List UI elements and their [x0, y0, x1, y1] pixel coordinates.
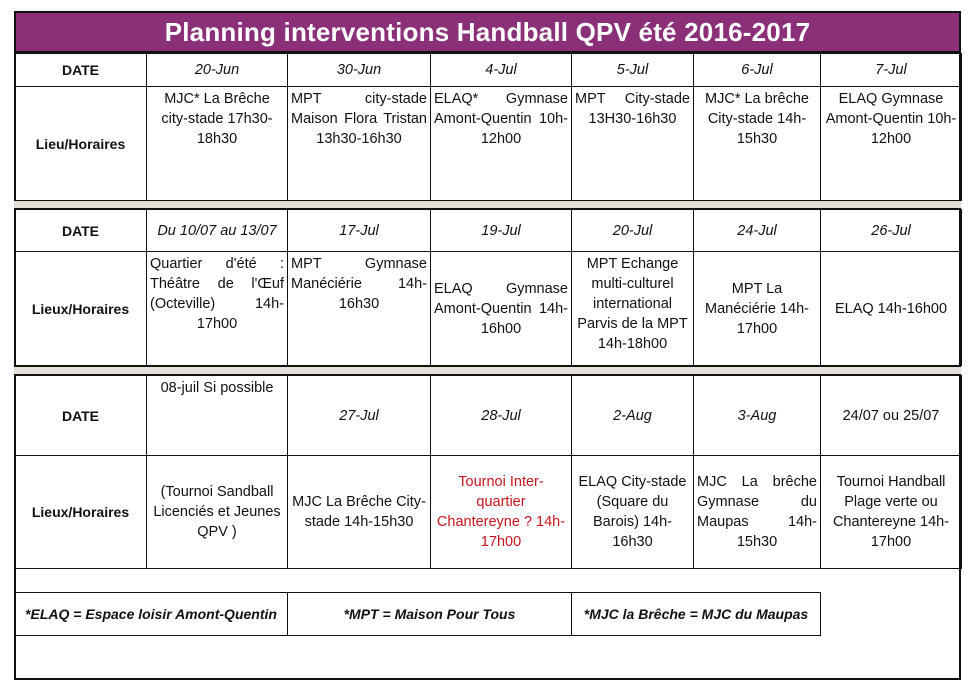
date-cell: 2-Aug: [572, 376, 694, 456]
date-cell: 17-Jul: [288, 210, 431, 252]
legend-mjc: *MJC la Brêche = MJC du Maupas: [572, 593, 821, 636]
block-separator: [14, 200, 961, 209]
legend-mpt: *MPT = Maison Pour Tous: [288, 593, 572, 636]
place-label: Lieux/Horaires: [15, 252, 147, 366]
schedule-entry: MJC* La Brêche city-stade 17h30-18h30: [147, 87, 288, 201]
schedule-block-2: [14, 209, 962, 366]
schedule-entry: MPT Echange multi-culturel international Parvis de la MPT 14h-18h00: [572, 252, 694, 366]
date-cell: 24/07 ou 25/07: [821, 376, 962, 456]
page-title: Planning interventions Handball QPV été 2016-2017: [14, 11, 961, 53]
schedule-entry: MJC* La brêche City-stade 14h-15h30: [694, 87, 821, 201]
schedule-entry: (Tournoi Sandball Licenciés et Jeunes QPV ): [147, 456, 288, 569]
date-cell: 26-Jul: [821, 210, 962, 252]
abbreviation-legend: [14, 592, 821, 636]
schedule-entry: MJC La brêche Gymnase du Maupas 14h-15h30: [694, 456, 821, 569]
schedule-entry: ELAQ* Gymnase Amont-Quentin 10h-12h00: [431, 87, 572, 201]
date-label: DATE: [15, 54, 147, 87]
blank-row: [14, 568, 961, 592]
block-separator: [14, 366, 961, 375]
schedule-entry: MPT City-stade 13H30-16h30: [572, 87, 694, 201]
schedule-entry: Tournoi Handball Plage verte ou Chantereyne 14h-17h00: [821, 456, 962, 569]
date-label: DATE: [15, 376, 147, 456]
schedule-entry-highlighted: Tournoi Inter-quartier Chantereyne ? 14h-17h00: [431, 456, 572, 569]
schedule-entry: MPT La Manéciérie 14h-17h00: [694, 252, 821, 366]
schedule-entry: MPT city-stade Maison Flora Tristan 13h30-16h30: [288, 87, 431, 201]
schedule-block-1: [14, 53, 962, 201]
schedule-entry: MJC La Brêche City-stade 14h-15h30: [288, 456, 431, 569]
schedule-entry: ELAQ Gymnase Amont-Quentin 14h-16h00: [431, 252, 572, 366]
date-cell: 3-Aug: [694, 376, 821, 456]
schedule-entry: ELAQ 14h-16h00: [821, 252, 962, 366]
schedule-block-3: [14, 375, 962, 569]
date-cell: 08-juil Si possible: [147, 376, 288, 456]
date-cell: 24-Jul: [694, 210, 821, 252]
schedule-entry: Quartier d'été : Théâtre de l'Œuf (Octeville) 14h-17h00: [147, 252, 288, 366]
date-cell: 30-Jun: [288, 54, 431, 87]
date-cell: 19-Jul: [431, 210, 572, 252]
date-cell: 5-Jul: [572, 54, 694, 87]
date-label: DATE: [15, 210, 147, 252]
date-cell: 7-Jul: [821, 54, 962, 87]
date-cell: 20-Jul: [572, 210, 694, 252]
date-cell: 6-Jul: [694, 54, 821, 87]
schedule-entry: MPT Gymnase Manéciérie 14h-16h30: [288, 252, 431, 366]
date-cell: 20-Jun: [147, 54, 288, 87]
date-cell: 28-Jul: [431, 376, 572, 456]
place-label: Lieu/Horaires: [15, 87, 147, 201]
legend-elaq: *ELAQ = Espace loisir Amont-Quentin: [15, 593, 288, 636]
date-cell: 4-Jul: [431, 54, 572, 87]
date-cell: 27-Jul: [288, 376, 431, 456]
place-label: Lieux/Horaires: [15, 456, 147, 569]
schedule-entry: ELAQ Gymnase Amont-Quentin 10h-12h00: [821, 87, 962, 201]
schedule-entry: ELAQ City-stade (Square du Barois) 14h-16h30: [572, 456, 694, 569]
date-cell: Du 10/07 au 13/07: [147, 210, 288, 252]
